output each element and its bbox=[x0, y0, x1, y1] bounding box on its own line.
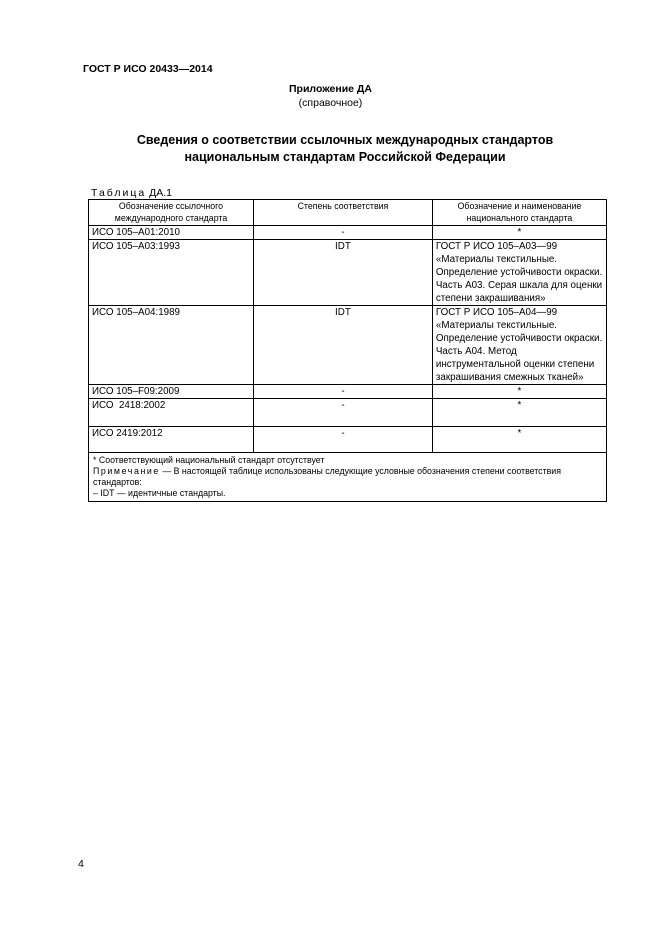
cell-intl: ИСО 105–A04:1989 bbox=[89, 306, 254, 385]
cell-national: * bbox=[432, 399, 606, 427]
table-caption-label: Таблица bbox=[91, 187, 147, 199]
header-degree: Степень соответствия bbox=[254, 200, 433, 226]
note-item: – IDT — идентичные стандарты. bbox=[93, 488, 226, 498]
table-row bbox=[89, 306, 607, 385]
cell-national: * bbox=[432, 385, 606, 399]
appendix-title: Приложение ДА bbox=[289, 83, 372, 95]
footnote: * Соответствующий национальный стандарт отсутствует bbox=[93, 455, 325, 465]
cell-national: ГОСТ Р ИСО 105–A04—99 «Материалы текстильные. Определение устойчивости окраски. Часть А04. Метод инструментальной оценки степени закрашивания смежных тканей» bbox=[432, 306, 606, 385]
table-row bbox=[89, 226, 607, 240]
correspondence-table bbox=[88, 199, 607, 502]
cell-degree: IDT bbox=[254, 306, 433, 385]
page-number: 4 bbox=[78, 858, 84, 870]
cell-degree: - bbox=[254, 427, 433, 453]
cell-national: ГОСТ Р ИСО 105–A03—99 «Материалы текстильные. Определение устойчивости окраски. Часть А03. Серая шкала для оценки степени закрашивания» bbox=[432, 240, 606, 306]
section-heading bbox=[60, 132, 630, 166]
cell-degree: - bbox=[254, 385, 433, 399]
cell-intl: ИСО 105–A03:1993 bbox=[89, 240, 254, 306]
document-header: ГОСТ Р ИСО 20433—2014 bbox=[83, 63, 213, 75]
table-caption-number: ДА.1 bbox=[149, 187, 172, 199]
table-notes bbox=[89, 453, 607, 502]
table-header-row bbox=[89, 200, 607, 226]
table-row bbox=[89, 385, 607, 399]
table-caption bbox=[91, 187, 172, 199]
note-label: Примечание bbox=[93, 466, 160, 476]
header-international-standard: Обозначение ссылочного международного стандарта bbox=[89, 200, 254, 226]
cell-national: * bbox=[432, 226, 606, 240]
cell-intl: ИСО 2419:2012 bbox=[89, 427, 254, 453]
table-row bbox=[89, 399, 607, 427]
cell-intl: ИСО 2418:2002 bbox=[89, 399, 254, 427]
note bbox=[93, 466, 602, 488]
appendix-block bbox=[0, 82, 661, 110]
cell-degree: IDT bbox=[254, 240, 433, 306]
cell-degree: - bbox=[254, 399, 433, 427]
table-row bbox=[89, 240, 607, 306]
heading-line-2: национальным стандартам Российской Федерации bbox=[184, 150, 506, 164]
cell-intl: ИСО 105–F09:2009 bbox=[89, 385, 254, 399]
table-footer-row bbox=[89, 453, 607, 502]
header-national-standard: Обозначение и наименование национального стандарта bbox=[432, 200, 606, 226]
heading-line-1: Сведения о соответствии ссылочных международных стандартов bbox=[136, 133, 554, 147]
note-text: — В настоящей таблице использованы следующие условные обозначения степени соответствия стандартов: bbox=[93, 466, 561, 487]
cell-degree: - bbox=[254, 226, 433, 240]
table-row bbox=[89, 427, 607, 453]
cell-intl: ИСО 105–A01:2010 bbox=[89, 226, 254, 240]
cell-national: * bbox=[432, 427, 606, 453]
appendix-subtitle: (справочное) bbox=[298, 97, 363, 109]
